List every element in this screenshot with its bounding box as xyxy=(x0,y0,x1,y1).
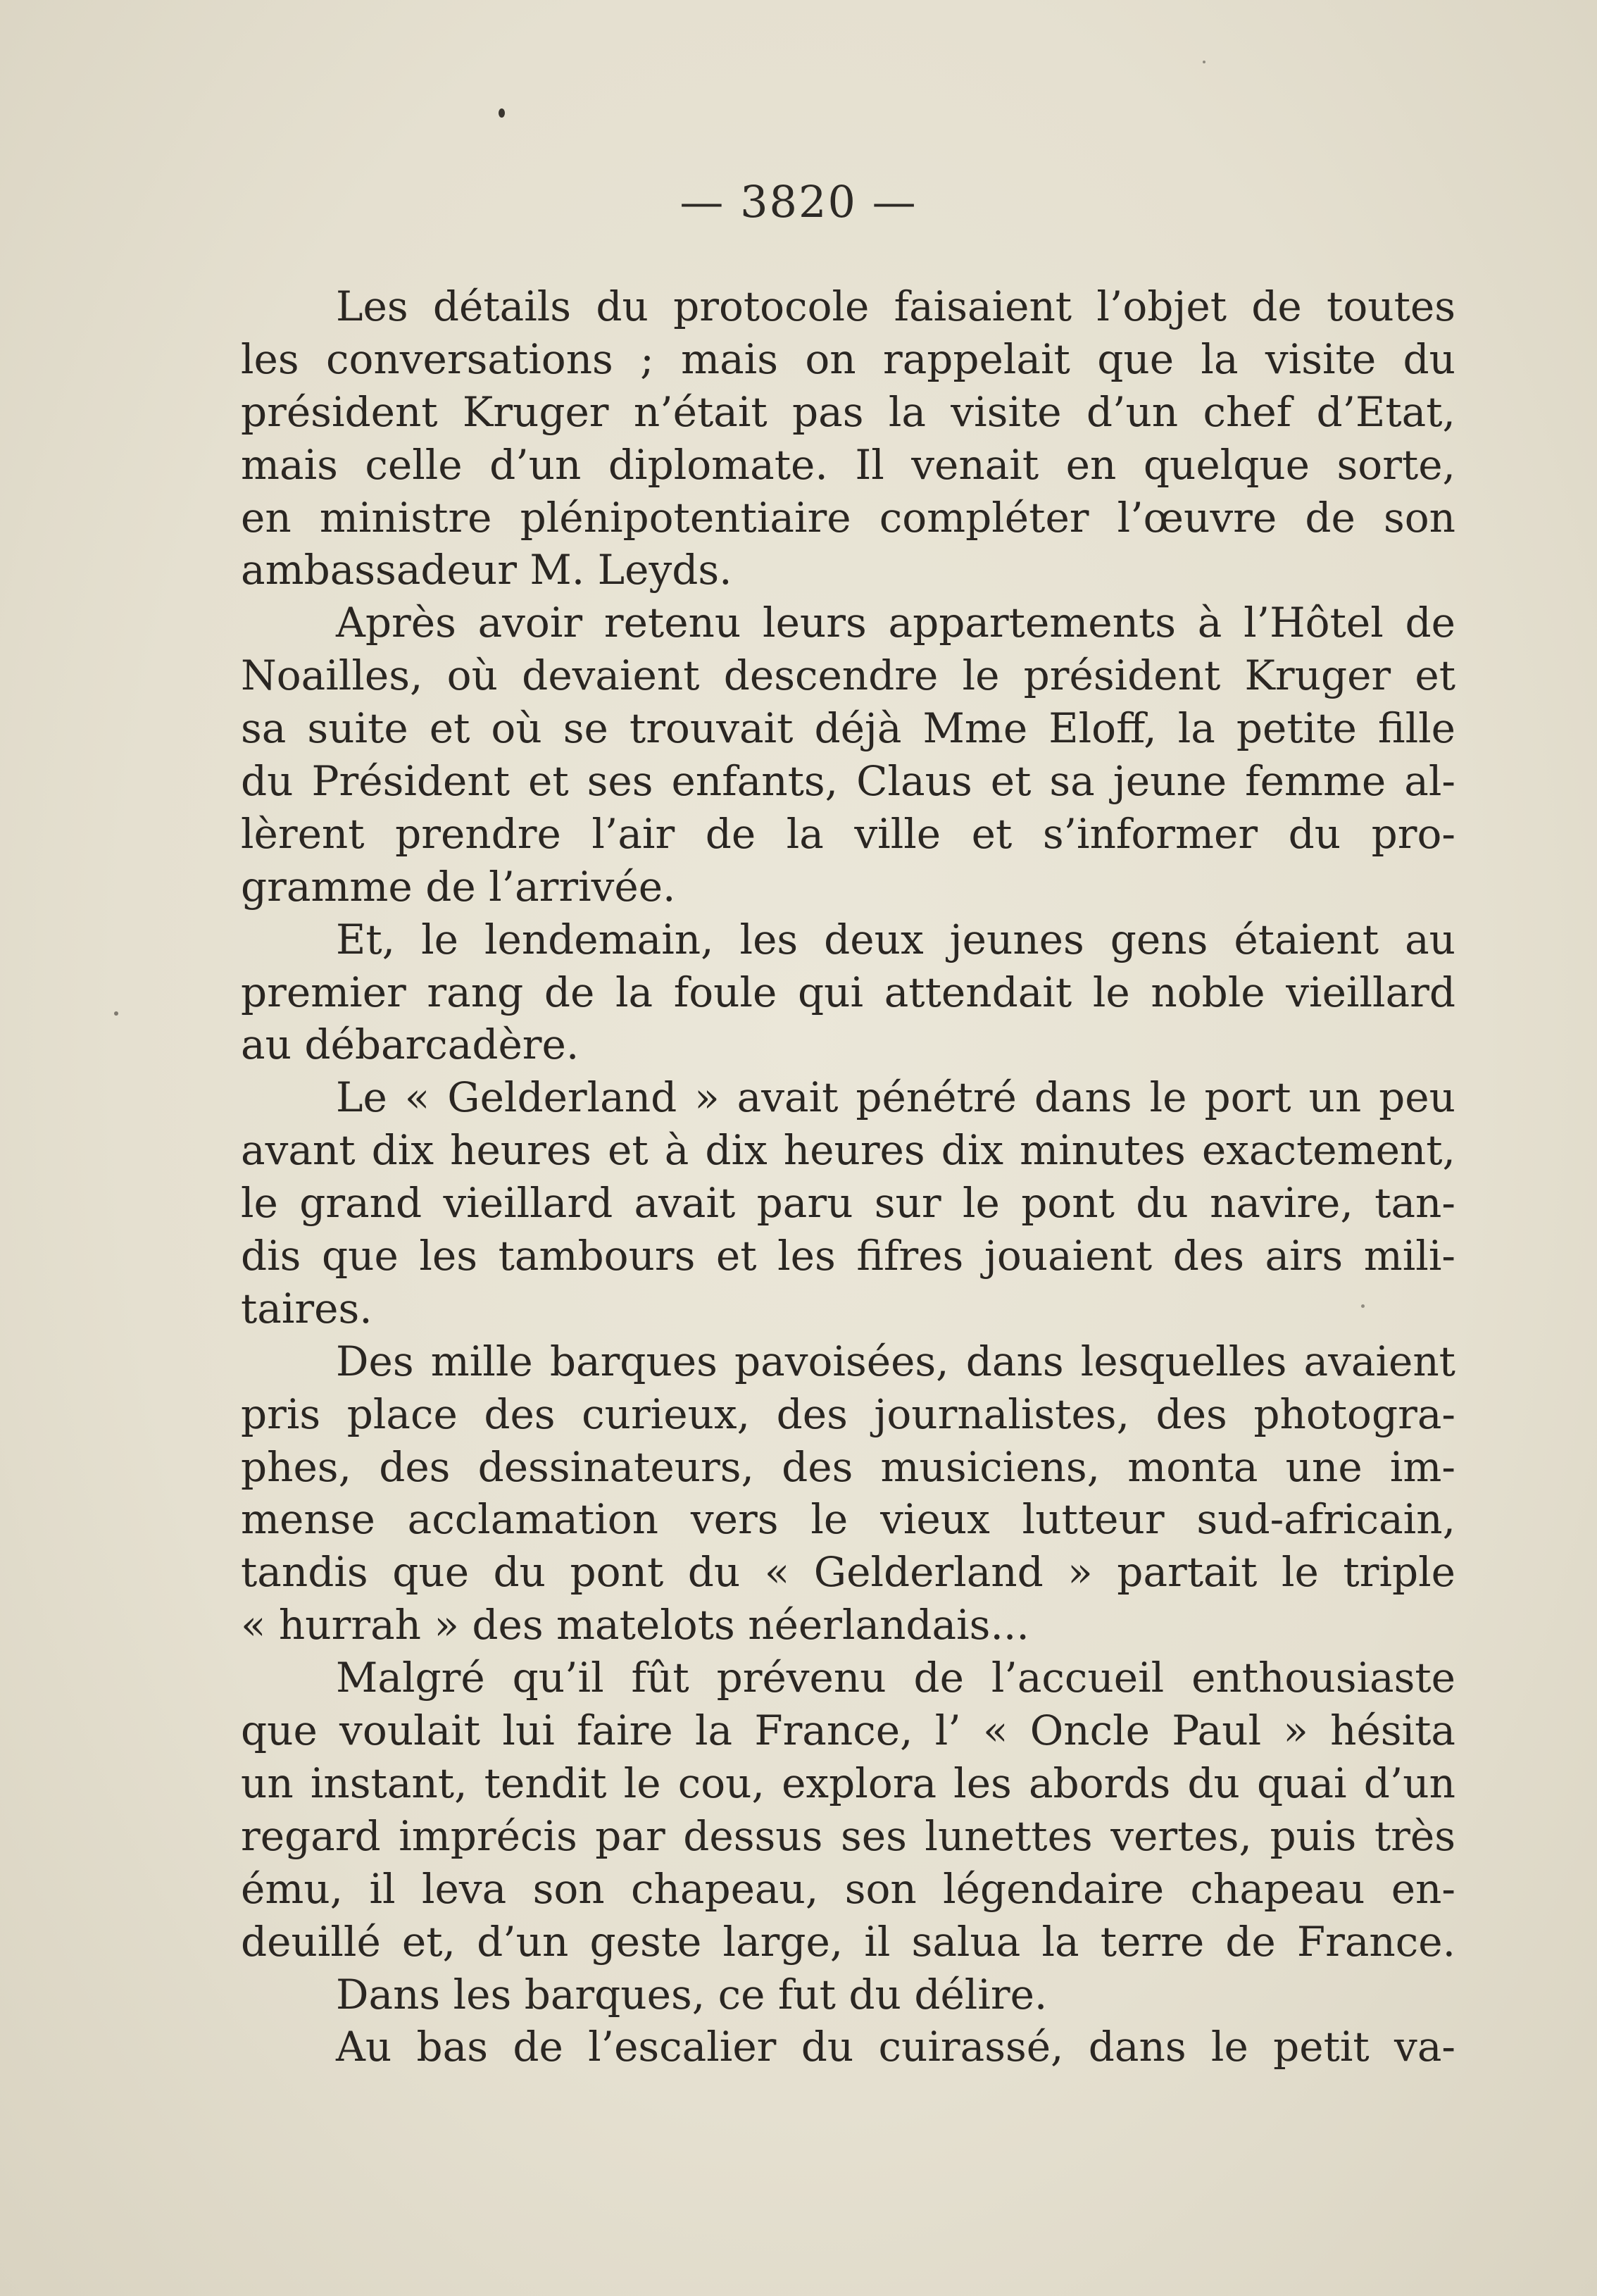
text-line: lèrent prendre l’air de la ville et s’informer du pro- xyxy=(241,809,1455,858)
page-number: — 3820 — xyxy=(679,176,918,227)
text-line: que voulait lui faire la France, l’ « Oncle Paul » hésita xyxy=(241,1707,1455,1755)
body-text xyxy=(241,280,1455,2073)
text-line: Malgré qu’il fût prévenu de l’accueil enthousiaste xyxy=(336,1654,1455,1702)
ink-speck xyxy=(114,1011,118,1016)
text-line: ambassadeur M. Leyds. xyxy=(241,546,732,594)
text-line: Dans les barques, ce fut du délire. xyxy=(336,1970,1048,2019)
text-line: avant dix heures et à dix heures dix minutes exactement, xyxy=(241,1126,1455,1175)
text-line: Après avoir retenu leurs appartements à l’Hôtel de xyxy=(336,599,1455,647)
text-line: pris place des curieux, des journalistes, des photogra- xyxy=(241,1390,1455,1438)
text-line: Des mille barques pavoisées, dans lesquelles avaient xyxy=(336,1337,1455,1385)
text-line: ému, il leva son chapeau, son légendaire chapeau en- xyxy=(241,1864,1455,1913)
text-line: dis que les tambours et les fifres jouaient des airs mili- xyxy=(241,1232,1455,1280)
text-line: « hurrah » des matelots néerlandais... xyxy=(241,1601,1029,1649)
text-line: Les détails du protocole faisaient l’objet de toutes xyxy=(336,282,1455,330)
text-line: deuillé et, d’un geste large, il salua la terre de France. xyxy=(241,1917,1455,1966)
text-line: regard imprécis par dessus ses lunettes vertes, puis très xyxy=(241,1811,1455,1860)
text-line: Au bas de l’escalier du cuirassé, dans le petit va- xyxy=(336,2023,1455,2071)
text-line: Noailles, où devaient descendre le président Kruger et xyxy=(241,651,1455,700)
ink-speck xyxy=(499,108,505,118)
text-line: président Kruger n’était pas la visite d’un chef d’Etat, xyxy=(241,387,1455,436)
text-line: au débarcadère. xyxy=(241,1021,580,1069)
text-line: phes, des dessinateurs, des musiciens, monta une im- xyxy=(241,1442,1455,1491)
text-line: du Président et ses enfants, Claus et sa jeune femme al- xyxy=(241,757,1455,806)
text-line: en ministre plénipotentiaire compléter l’œuvre de son xyxy=(241,493,1455,542)
text-line: Le « Gelderland » avait pénétré dans le port un peu xyxy=(336,1073,1455,1122)
text-line: gramme de l’arrivée. xyxy=(241,862,676,911)
text-line: taires. xyxy=(241,1284,372,1333)
text-line: le grand vieillard avait paru sur le pont du navire, tan- xyxy=(241,1179,1455,1228)
ink-speck xyxy=(1203,61,1205,63)
text-line: les conversations ; mais on rappelait que la visite du xyxy=(241,335,1455,383)
text-line: sa suite et où se trouvait déjà Mme Eloff, la petite fille xyxy=(241,704,1455,753)
text-line: tandis que du pont du « Gelderland » partait le triple xyxy=(241,1548,1455,1597)
text-line: premier rang de la foule qui attendait le noble vieillard xyxy=(241,968,1455,1016)
text-line: un instant, tendit le cou, explora les abords du quai d’un xyxy=(241,1759,1455,1807)
text-line: mense acclamation vers le vieux lutteur sud-africain, xyxy=(241,1495,1455,1544)
text-line: Et, le lendemain, les deux jeunes gens étaient au xyxy=(336,915,1455,963)
text-line: mais celle d’un diplomate. Il venait en quelque sorte, xyxy=(241,440,1455,489)
